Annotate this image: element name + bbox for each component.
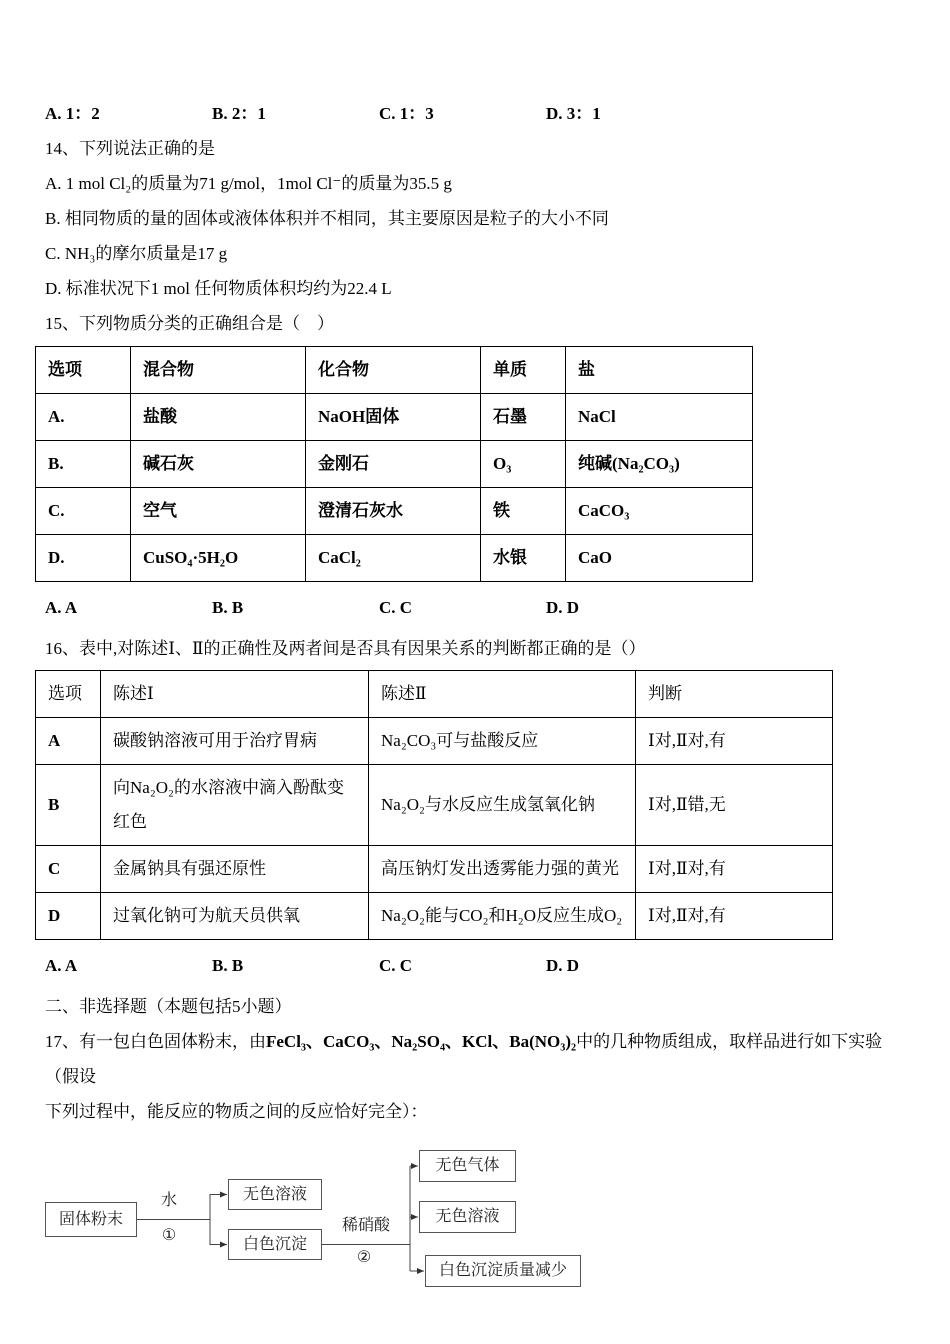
q15-classification-table — [35, 346, 753, 582]
table-cell: B. — [36, 441, 131, 488]
q16-stem: 16、表中,对陈述Ⅰ、Ⅱ的正确性及两者间是否具有因果关系的判断都正确的是（） — [45, 639, 646, 658]
section2-title: 二、非选择题（本题包括5小题） — [45, 997, 292, 1016]
answer-option-b: B. B — [212, 598, 244, 617]
table-cell: 铁 — [481, 488, 566, 535]
table-cell: CaCl₂ — [306, 535, 481, 582]
q15-answer-row — [45, 590, 905, 625]
table-cell: 向Na₂O₂的水溶液中滴入酚酞变红色 — [101, 765, 369, 846]
q17-stem-line2: 下列过程中，能反应的物质之间的反应恰好完全）： — [45, 1102, 428, 1121]
table-cell: 纯碱(Na₂CO₃) — [566, 441, 753, 488]
q17-stem-line1 — [45, 1024, 905, 1094]
header-cell: 盐 — [566, 347, 753, 394]
table-cell: 澄清石灰水 — [306, 488, 481, 535]
q17-stem-part2: 中的几种物质组成，取样品进行如下实验（假设 — [45, 1032, 883, 1086]
flow-box-white-precipitate — [228, 1229, 322, 1260]
table-cell: Na₂CO₃可与盐酸反应 — [369, 718, 636, 765]
answer-option-d: D. 3：1 — [546, 104, 601, 123]
table-cell: Na₂O₂与水反应生成氢氧化钠 — [369, 765, 636, 846]
header-cell: 选项 — [36, 671, 101, 718]
table-cell: CuSO₄·5H₂O — [131, 535, 306, 582]
answer-options-row-top — [45, 96, 905, 131]
table-row — [36, 441, 753, 488]
table-cell: CaCO₃ — [566, 488, 753, 535]
table-cell: 金刚石 — [306, 441, 481, 488]
table-cell: Ⅰ对,Ⅱ对,有 — [636, 846, 833, 893]
q14-stem: 14、下列说法正确的是 — [45, 139, 215, 158]
flow-box-precipitate-mass-decrease — [425, 1255, 581, 1287]
header-cell: 陈述Ⅱ — [369, 671, 636, 718]
q16-answer-row — [45, 948, 905, 983]
flow-label-step1: ① — [161, 1227, 177, 1244]
table-cell: Ⅰ对,Ⅱ错,无 — [636, 765, 833, 846]
table-row — [36, 846, 833, 893]
answer-option-c: C. 1：3 — [379, 104, 434, 123]
table-cell: 碱石灰 — [131, 441, 306, 488]
q14-option-b: B. 相同物质的量的固体或液体体积并不相同，其主要原因是粒子的大小不同 — [45, 209, 609, 228]
q16-statement-table — [35, 670, 833, 940]
table-cell: D. — [36, 535, 131, 582]
q17-stem-formulas: FeCl₃、CaCO₃、Na₂SO₄、KCl、Ba(NO₃)₂ — [266, 1032, 577, 1051]
flow-box-label: 白色沉淀质量减少 — [438, 1262, 567, 1280]
answer-option-a: A. 1：2 — [45, 104, 100, 123]
table-row — [36, 893, 833, 940]
flow-box-label: 无色溶液 — [435, 1208, 500, 1226]
experiment-flow-diagram — [45, 1143, 605, 1301]
table-cell: 盐酸 — [131, 394, 306, 441]
flow-box-colorless-solution-1 — [228, 1179, 322, 1210]
answer-option-b: B. 2：1 — [212, 104, 266, 123]
answer-option-a: A. A — [45, 598, 78, 617]
answer-option-b: B. B — [212, 956, 244, 975]
table-cell: O₃ — [481, 441, 566, 488]
table-cell: Na₂O₂能与CO₂和H₂O反应生成O₂ — [369, 893, 636, 940]
flow-label-water: 水 — [160, 1192, 177, 1209]
q15-stem: 15、下列物质分类的正确组合是（ ） — [45, 314, 334, 333]
q14-option-d: D. 标准状况下1 mol 任何物质体积均约为22.4 L — [45, 279, 392, 298]
flow-box-label: 无色气体 — [435, 1157, 500, 1175]
header-cell: 混合物 — [131, 347, 306, 394]
table-row — [36, 765, 833, 846]
header-cell: 化合物 — [306, 347, 481, 394]
answer-option-c: C. C — [379, 598, 413, 617]
answer-option-d: D. D — [546, 598, 580, 617]
table-cell: 过氧化钠可为航天员供氧 — [101, 893, 369, 940]
table-cell: 水银 — [481, 535, 566, 582]
answer-option-c: C. C — [379, 956, 413, 975]
table-row — [36, 718, 833, 765]
table-cell: C — [36, 846, 101, 893]
table-cell: Ⅰ对,Ⅱ对,有 — [636, 718, 833, 765]
table-header-row — [36, 671, 833, 718]
table-cell: Ⅰ对,Ⅱ对,有 — [636, 893, 833, 940]
table-cell: CaO — [566, 535, 753, 582]
header-cell: 选项 — [36, 347, 131, 394]
table-row — [36, 535, 753, 582]
table-cell: C. — [36, 488, 131, 535]
table-cell: A. — [36, 394, 131, 441]
table-header-row — [36, 347, 753, 394]
flow-box-label: 白色沉淀 — [242, 1235, 307, 1253]
table-row — [36, 394, 753, 441]
table-cell: B — [36, 765, 101, 846]
flow-box-solid-powder — [45, 1202, 137, 1237]
flow-box-label: 无色溶液 — [242, 1185, 307, 1203]
flow-label-dilute-nitric-acid: 稀硝酸 — [341, 1217, 390, 1234]
table-cell: 碳酸钠溶液可用于治疗胃病 — [101, 718, 369, 765]
header-cell: 单质 — [481, 347, 566, 394]
answer-option-a: A. A — [45, 956, 78, 975]
flow-box-colorless-solution-2 — [419, 1201, 516, 1233]
table-cell: NaOH固体 — [306, 394, 481, 441]
q17-stem-part1: 17、有一包白色固体粉末，由 — [45, 1032, 266, 1051]
table-row — [36, 488, 753, 535]
table-cell: D — [36, 893, 101, 940]
table-cell: 金属钠具有强还原性 — [101, 846, 369, 893]
table-cell: A — [36, 718, 101, 765]
table-cell: 空气 — [131, 488, 306, 535]
table-cell: NaCl — [566, 394, 753, 441]
table-cell: 高压钠灯发出透雾能力强的黄光 — [369, 846, 636, 893]
header-cell: 陈述Ⅰ — [101, 671, 369, 718]
flow-label-step2: ② — [356, 1249, 372, 1266]
q14-option-c: C. NH₃的摩尔质量是17 g — [45, 244, 228, 263]
table-cell: 石墨 — [481, 394, 566, 441]
answer-option-d: D. D — [546, 956, 580, 975]
flow-box-colorless-gas — [419, 1150, 516, 1182]
flow-box-label: 固体粉末 — [58, 1210, 123, 1228]
q14-option-a: A. 1 mol Cl₂的质量为71 g/mol，1mol Cl⁻的质量为35.5 g — [45, 174, 452, 193]
header-cell: 判断 — [636, 671, 833, 718]
